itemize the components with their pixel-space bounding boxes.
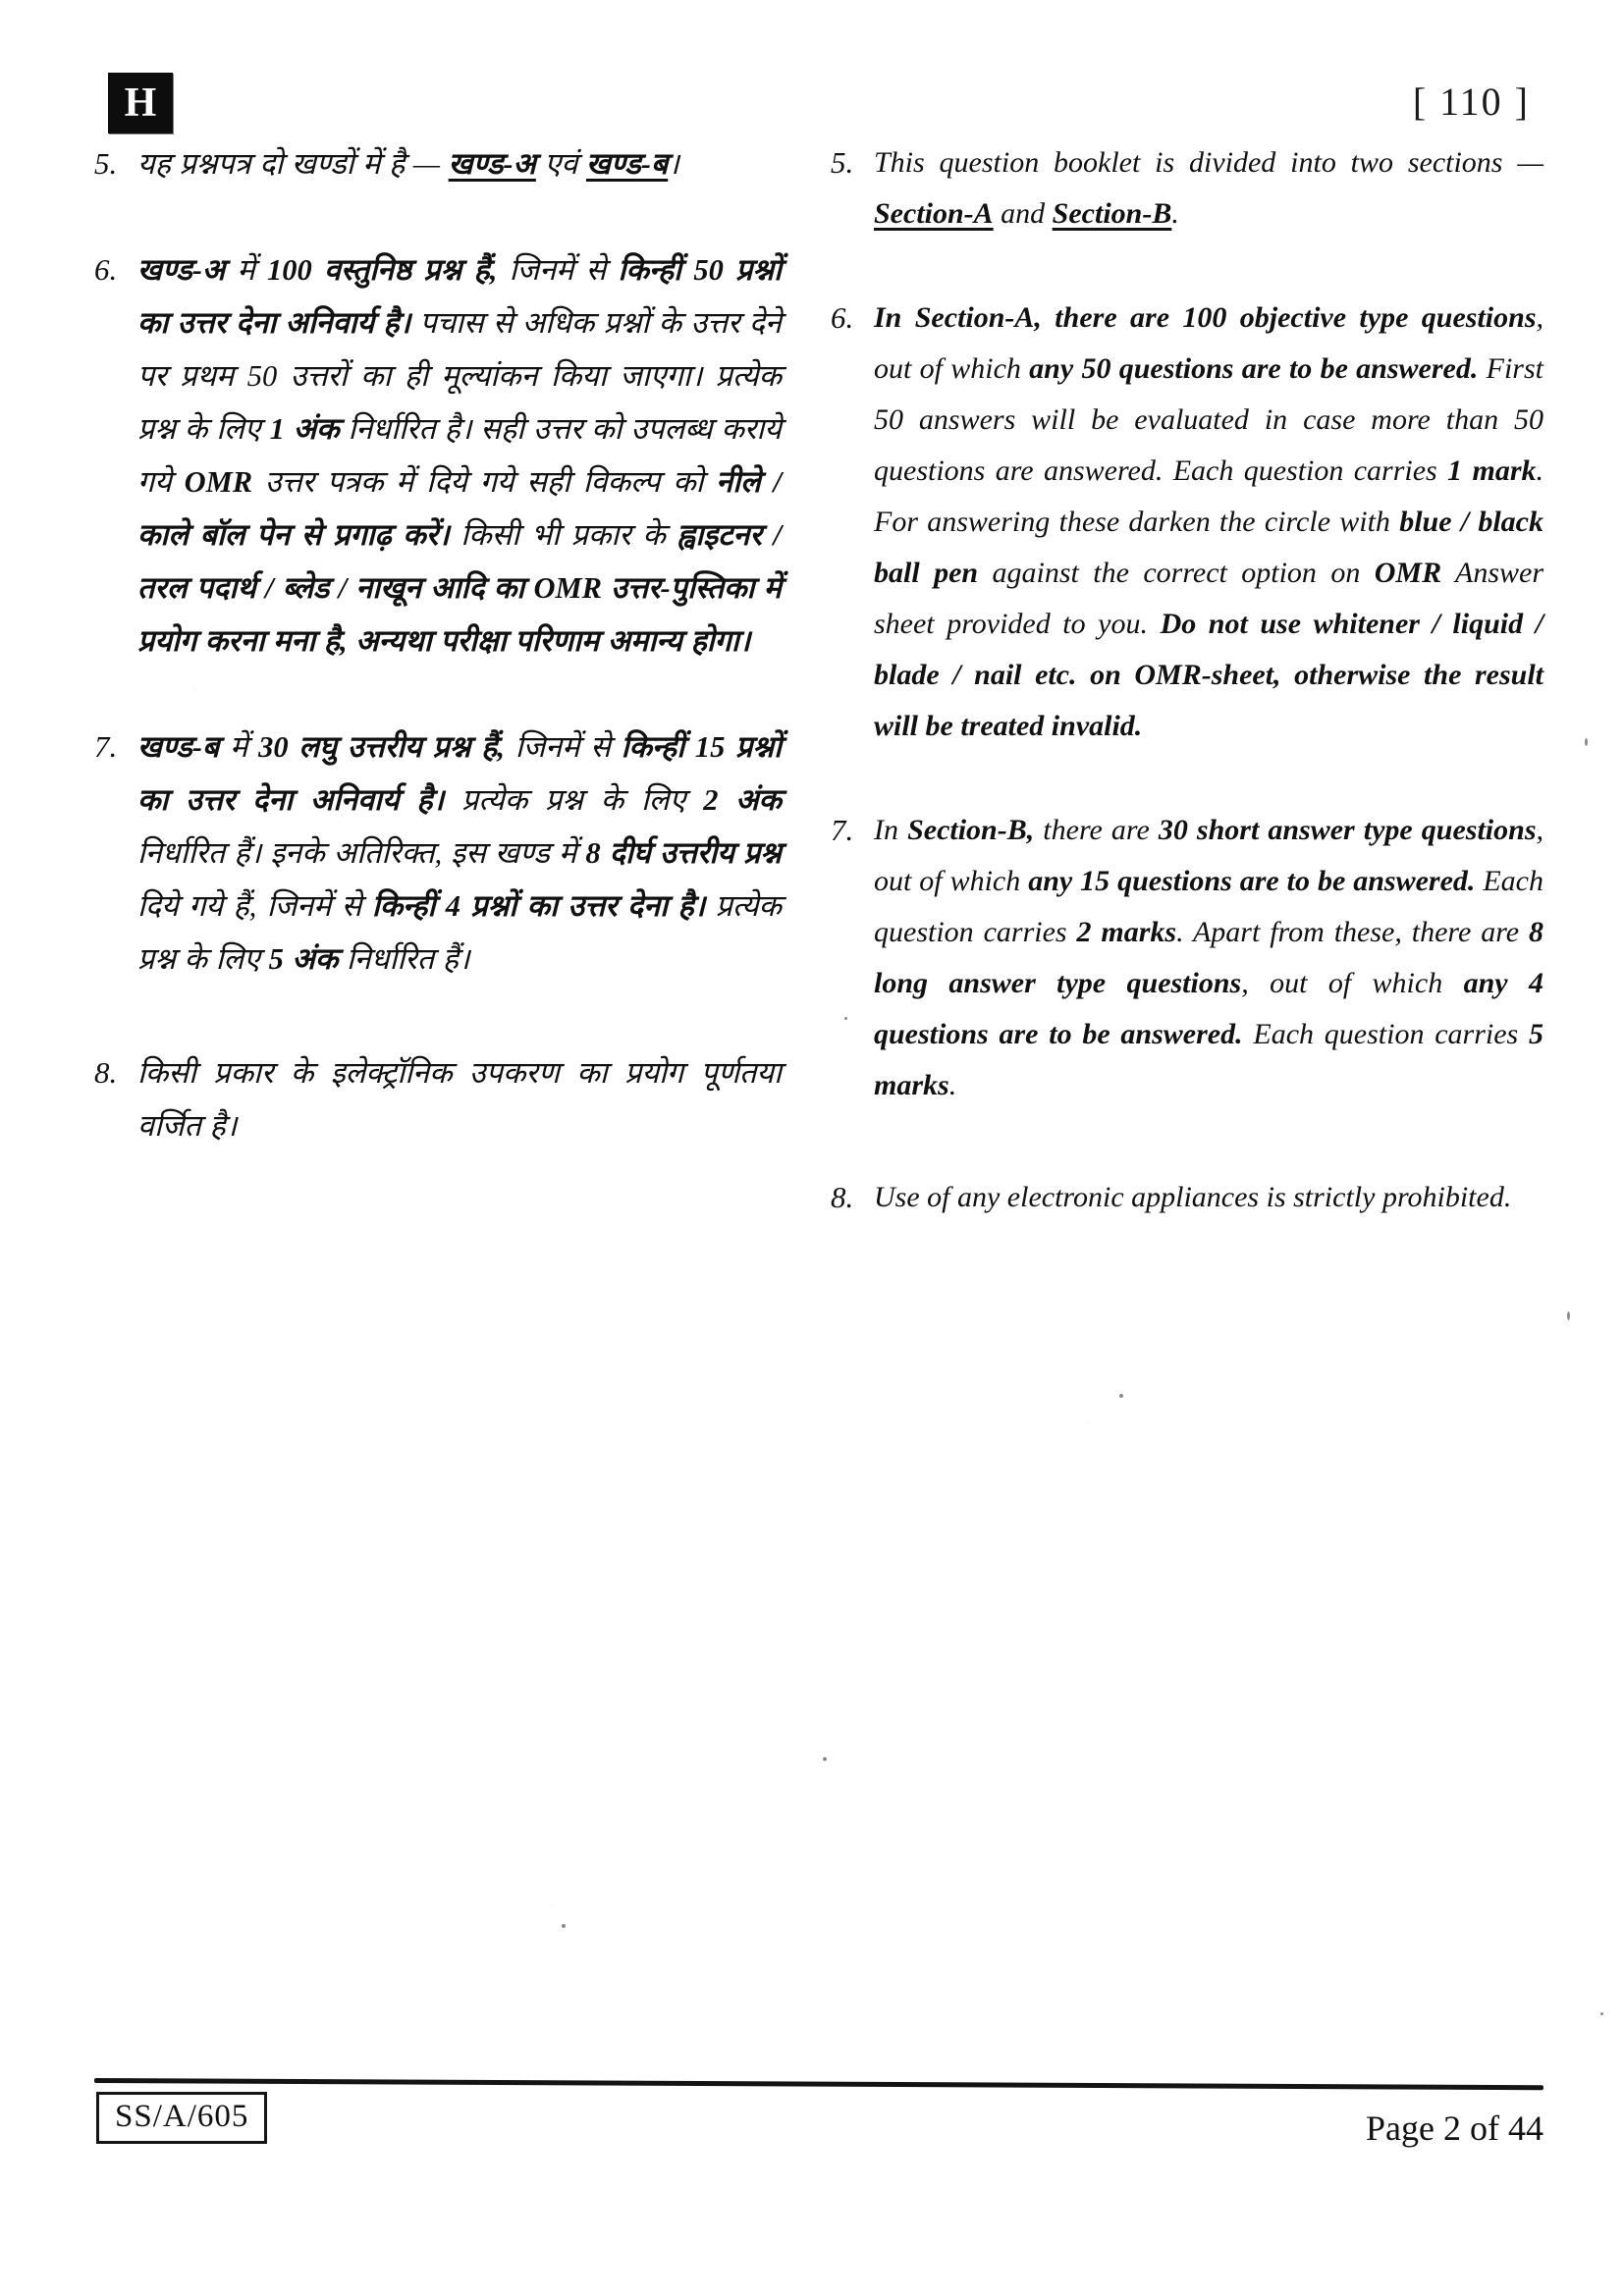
item-number: 6.	[94, 252, 118, 287]
item-number: 8.	[831, 1180, 854, 1214]
paper-code: SS/A/605	[96, 2092, 267, 2144]
scan-speck	[844, 1017, 847, 1020]
page-header	[108, 73, 1530, 141]
item-number: 5.	[831, 145, 854, 180]
scan-speck	[1567, 1311, 1570, 1320]
booklet-number: [ 110 ]	[1412, 80, 1530, 124]
hindi-instruction-text-5: यह प्रश्नपत्र दो खण्डों में है — खण्ड-अ एवं खण्ड-ब।	[137, 147, 679, 181]
english-instruction-text-8: Use of any electronic appliances is strictly prohibited.	[874, 1181, 1512, 1213]
hindi-instruction-item-7	[94, 721, 782, 986]
hindi-instruction-text-6: खण्ड-अ में 100 वस्तुनिष्ठ प्रश्न हैं, जिनमें से किन्हीं 50 प्रश्नों का उत्तर देना अनिवार्य है। पचास से अधिक प्रश्नों के उत्तर देने पर प्रथम 50 उत्तरों का ही मूल्यांकन किया जाएगा। प्रत्येक प्रश्न के लिए 1 अंक निर्धारित है। सही उत्तर को उपलब्ध कराये गये OMR उत्तर पत्रक में दिये गये सही विकल्प को नीले / काले बॉल पेन से प्रगाढ़ करें। किसी भी प्रकार के ह्वाइटनर / तरल पदार्थ / ब्लेड / नाखून आदि का OMR उत्तर-पुस्तिका में प्रयोग करना मना है, अन्यथा परीक्षा परिणाम अमान्य होगा।	[137, 253, 782, 658]
english-instruction-item-8	[831, 1172, 1543, 1223]
english-instruction-item-7	[831, 805, 1543, 1111]
instructions-body	[94, 137, 1543, 2051]
hindi-instruction-item-5	[94, 137, 782, 190]
item-number: 7.	[831, 813, 854, 847]
footer-divider	[94, 2078, 1543, 2090]
english-instruction-text-6: In Section-A, there are 100 objective type questions, out of which any 50 questions are to be answered. First 50 answers will be evaluated in case more than 50 questions are answered. Each question carries 1 mark. For answering these darken the circle with blue / black ball pen against the correct option on OMR Answer sheet provided to you. Do not use whitener / liquid / blade / nail etc. on OMR-sheet, otherwise the result will be treated invalid.	[874, 301, 1543, 742]
scan-speck	[1119, 1394, 1123, 1398]
page-number-label: Page 2 of 44	[1366, 2109, 1543, 2148]
english-instruction-item-5	[831, 137, 1543, 240]
hindi-instruction-text-7: खण्ड-ब में 30 लघु उत्तरीय प्रश्न हैं, जिनमें से किन्हीं 15 प्रश्नों का उत्तर देना अनिवार्य है। प्रत्येक प्रश्न के लिए 2 अंक निर्धारित हैं। इनके अतिरिक्त, इस खण्ड में 8 दीर्घ उत्तरीय प्रश्न दिये गये हैं, जिनमें से किन्हीं 4 प्रश्नों का उत्तर देना है। प्रत्येक प्रश्न के लिए 5 अंक निर्धारित हैं।	[137, 730, 782, 976]
item-number: 6.	[831, 300, 854, 335]
hindi-instruction-text-8: किसी प्रकार के इलेक्ट्रॉनिक उपकरण का प्रयोग पूर्णतया वर्जित है।	[137, 1056, 782, 1143]
scan-speck	[562, 1924, 566, 1928]
item-number: 7.	[94, 729, 118, 764]
page-footer	[94, 2078, 1543, 2166]
scan-speck	[823, 1757, 827, 1761]
scan-speck	[1600, 2012, 1603, 2015]
booklet-series-badge: H	[108, 73, 173, 133]
scan-speck	[1585, 738, 1588, 746]
hindi-instructions-column	[94, 137, 782, 2051]
english-instruction-text-5: This question booklet is divided into two sections — Section-A and Section-B.	[874, 146, 1543, 230]
hindi-instruction-item-6	[94, 243, 782, 667]
english-instruction-item-6	[831, 293, 1543, 752]
item-number: 5.	[94, 146, 118, 181]
hindi-instruction-item-8	[94, 1046, 782, 1152]
english-instruction-text-7: In Section-B, there are 30 short answer type questions, out of which any 15 questions are to be answered. Each question carries 2 marks. Apart from these, there are 8 long answer type questions, out of which any 4 questions are to be answered. Each question carries 5 marks.	[874, 814, 1543, 1101]
item-number: 8.	[94, 1055, 118, 1090]
english-instructions-column	[811, 137, 1543, 2051]
